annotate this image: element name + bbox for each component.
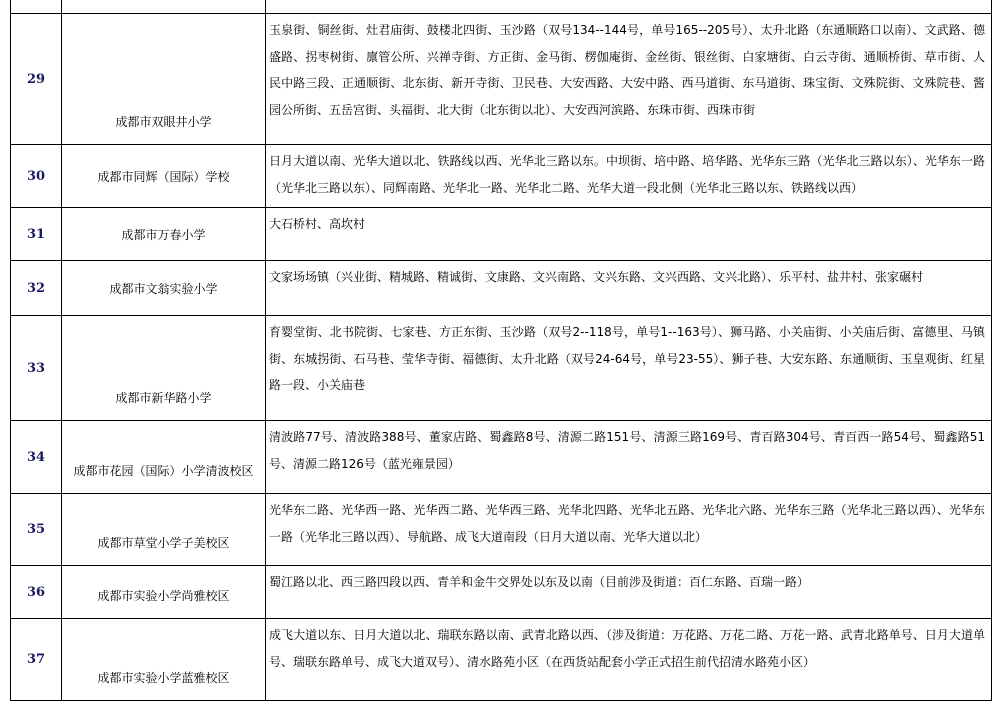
enrollment-area: 蜀江路以北、西三路四段以西、青羊和金牛交界处以东及以南（目前涉及街道：百仁东路、百瑞一路）: [266, 566, 992, 619]
school-name: 成都市文翁实验小学: [62, 261, 266, 316]
enrollment-area: 玉泉街、铜丝街、灶君庙街、鼓楼北四街、玉沙路（双号134--144号，单号165--205号）、太升北路（东通顺路口以南）、文武路、德盛路、拐枣树街、廪管公所、兴禅寺街、方正街、金马街、楞伽庵街、金丝街、银丝街、白家塘街、白云寺街、通顺桥街、草市街、人民中路三段、正通顺街、北东街、新开寺街、卫民巷、大安西路、大安中路、西马道街、东马道街、珠宝街、文殊院街、文殊院巷、酱园公所街、五岳宫街、头福街、北大街（北东街以北）、大安西河滨路、东珠市街、西珠市街: [266, 14, 992, 145]
row-number: 32: [11, 261, 62, 316]
table-cell: [266, 0, 992, 14]
table-cell: [62, 0, 266, 14]
enrollment-area-table: [10, 0, 992, 701]
row-number: 35: [11, 494, 62, 566]
school-name: 成都市万春小学: [62, 208, 266, 261]
table-row: [11, 208, 992, 261]
table-row: [11, 316, 992, 421]
row-number: 30: [11, 145, 62, 208]
row-number: 36: [11, 566, 62, 619]
enrollment-area: 成飞大道以东、日月大道以北、瑞联东路以南、武青北路以西、（涉及街道：万花路、万花二路、万花一路、武青北路单号、日月大道单号、瑞联东路单号、成飞大道双号）、清水路苑小区（在西货站配套小学正式招生前代招清水路苑小区）: [266, 619, 992, 701]
table-row: [11, 14, 992, 145]
enrollment-area: 清波路77号、清波路388号、董家店路、蜀鑫路8号、清源二路151号、清源三路169号、青百路304号、青百西一路54号、蜀鑫路51号、清源二路126号（蓝光雍景园）: [266, 421, 992, 494]
enrollment-area: 育婴堂街、北书院街、七家巷、方正东街、玉沙路（双号2--118号，单号1--163号）、狮马路、小关庙街、小关庙后街、富德里、马镇街、东城拐街、石马巷、莹华寺街、福德街、太升北路（双号24-64号，单号23-55）、狮子巷、大安东路、东通顺街、玉皇观街、红星路一段、小关庙巷: [266, 316, 992, 421]
table-row: [11, 494, 992, 566]
school-name: 成都市实验小学尚雅校区: [62, 566, 266, 619]
table-row: [11, 421, 992, 494]
enrollment-area: 文家场场镇（兴业街、精城路、精诚街、文康路、文兴南路、文兴东路、文兴西路、文兴北路）、乐平村、盐井村、张家碾村: [266, 261, 992, 316]
table-row: [11, 566, 992, 619]
row-number: 34: [11, 421, 62, 494]
school-name: 成都市新华路小学: [62, 316, 266, 421]
school-name: 成都市花园（国际）小学清波校区: [62, 421, 266, 494]
school-name: 成都市同辉（国际）学校: [62, 145, 266, 208]
school-name: 成都市双眼井小学: [62, 14, 266, 145]
table-cell: [11, 0, 62, 14]
table-row: [11, 261, 992, 316]
row-number: 33: [11, 316, 62, 421]
row-number: 31: [11, 208, 62, 261]
school-name: 成都市草堂小学子美校区: [62, 494, 266, 566]
table-row: [11, 145, 992, 208]
school-name: 成都市实验小学蓝雅校区: [62, 619, 266, 701]
enrollment-area: 日月大道以南、光华大道以北、铁路线以西、光华北三路以东。中坝街、培中路、培华路、光华东三路（光华北三路以东）、光华东一路（光华北三路以东）、同辉南路、光华北一路、光华北二路、光华大道一段北侧（光华北三路以东、铁路线以西）: [266, 145, 992, 208]
row-number: 37: [11, 619, 62, 701]
enrollment-area: 光华东二路、光华西一路、光华西二路、光华西三路、光华北四路、光华北五路、光华北六路、光华东三路（光华北三路以西）、光华东一路（光华北三路以西）、导航路、成飞大道南段（日月大道以南、光华大道以北）: [266, 494, 992, 566]
enrollment-area: 大石桥村、高坎村: [266, 208, 992, 261]
table-row: [11, 619, 992, 701]
table-row-previous-end: [11, 0, 992, 14]
row-number: 29: [11, 14, 62, 145]
